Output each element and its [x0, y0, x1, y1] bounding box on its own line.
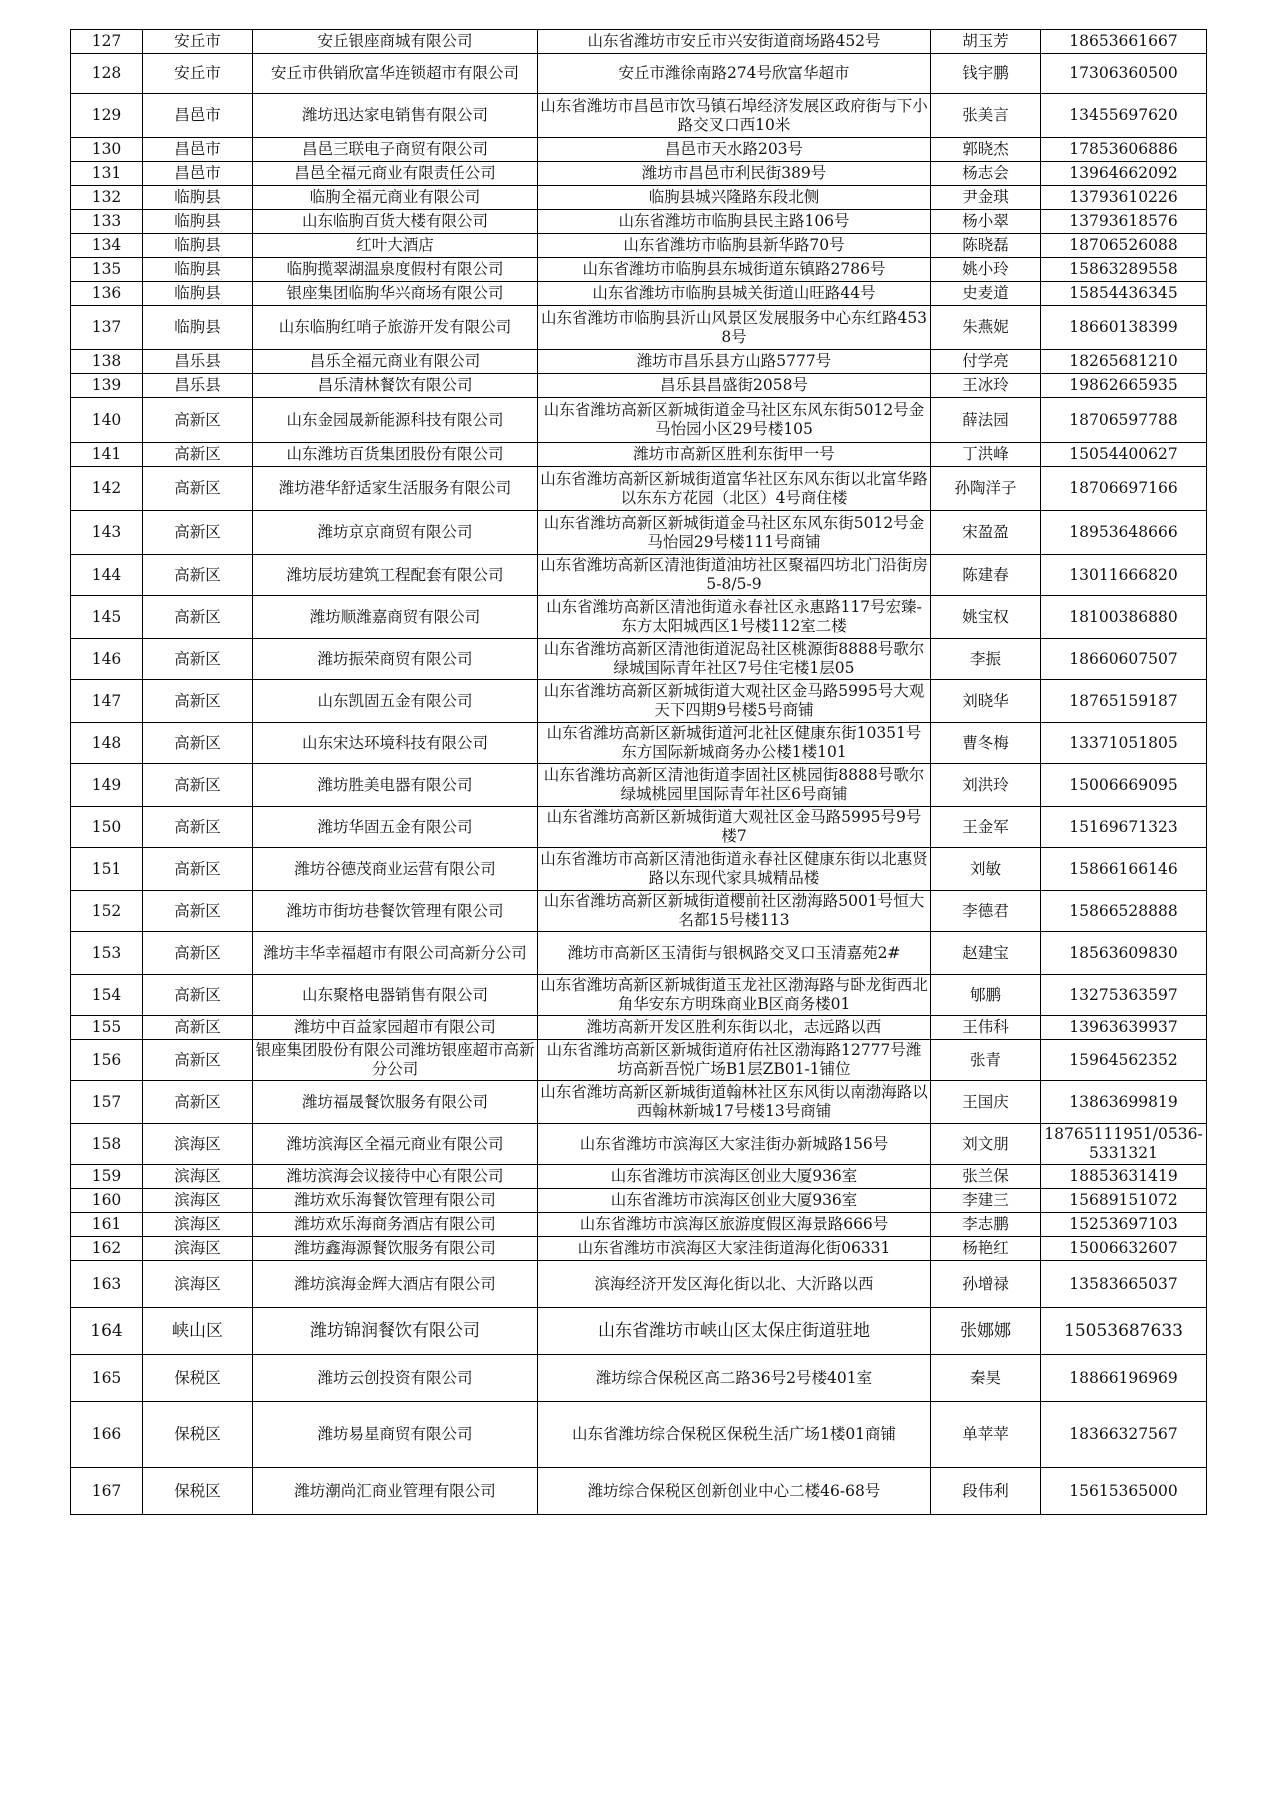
cell-address: 山东省潍坊高新区新城街道大观社区金马路5995号大观天下四期9号楼5号商铺 — [538, 680, 931, 723]
cell-no: 128 — [71, 54, 143, 94]
cell-area: 滨海区 — [143, 1237, 253, 1261]
cell-company: 山东宋达环境科技有限公司 — [253, 723, 538, 764]
cell-contact: 郭晓杰 — [931, 138, 1041, 162]
cell-contact: 李振 — [931, 639, 1041, 680]
cell-address: 山东省潍坊市峡山区太保庄街道驻地 — [538, 1308, 931, 1355]
cell-area: 高新区 — [143, 848, 253, 891]
cell-contact: 王冰玲 — [931, 374, 1041, 398]
cell-area: 峡山区 — [143, 1308, 253, 1355]
cell-phone: 18660607507 — [1041, 639, 1207, 680]
cell-no: 161 — [71, 1213, 143, 1237]
cell-contact: 刘晓华 — [931, 680, 1041, 723]
cell-phone: 13011666820 — [1041, 555, 1207, 596]
cell-company: 潍坊福晟餐饮服务有限公司 — [253, 1081, 538, 1124]
table-row — [71, 932, 1207, 975]
cell-address: 山东省潍坊高新区清池街道油坊社区聚福四坊北门沿街房5-8/5-9 — [538, 555, 931, 596]
cell-contact: 孙陶洋子 — [931, 467, 1041, 511]
cell-contact: 姚宝权 — [931, 596, 1041, 639]
cell-address: 潍坊综合保税区高二路36号2号楼401室 — [538, 1355, 931, 1402]
cell-phone: 15006632607 — [1041, 1237, 1207, 1261]
cell-contact: 张青 — [931, 1040, 1041, 1081]
cell-no: 131 — [71, 162, 143, 186]
cell-contact: 张娜娜 — [931, 1308, 1041, 1355]
cell-area: 昌乐县 — [143, 374, 253, 398]
cell-company: 潍坊顺潍嘉商贸有限公司 — [253, 596, 538, 639]
cell-company: 潍坊胜美电器有限公司 — [253, 764, 538, 807]
cell-phone: 17306360500 — [1041, 54, 1207, 94]
cell-no: 142 — [71, 467, 143, 511]
cell-company: 潍坊云创投资有限公司 — [253, 1355, 538, 1402]
table-row — [71, 680, 1207, 723]
cell-company: 潍坊滨海金辉大酒店有限公司 — [253, 1261, 538, 1308]
cell-area: 高新区 — [143, 555, 253, 596]
cell-address: 山东省潍坊市临朐县东城街道东镇路2786号 — [538, 258, 931, 282]
cell-area: 滨海区 — [143, 1189, 253, 1213]
table-row — [71, 848, 1207, 891]
cell-area: 保税区 — [143, 1468, 253, 1515]
cell-no: 137 — [71, 306, 143, 350]
cell-phone: 15854436345 — [1041, 282, 1207, 306]
cell-company: 潍坊锦润餐饮有限公司 — [253, 1308, 538, 1355]
cell-area: 高新区 — [143, 932, 253, 975]
cell-phone: 15169671323 — [1041, 807, 1207, 848]
cell-phone: 18100386880 — [1041, 596, 1207, 639]
cell-contact: 李德君 — [931, 891, 1041, 932]
cell-phone: 18706526088 — [1041, 234, 1207, 258]
cell-no: 150 — [71, 807, 143, 848]
table-row — [71, 186, 1207, 210]
cell-company: 安丘银座商城有限公司 — [253, 30, 538, 54]
cell-company: 山东凯固五金有限公司 — [253, 680, 538, 723]
cell-no: 154 — [71, 975, 143, 1016]
table-row — [71, 891, 1207, 932]
cell-area: 高新区 — [143, 1040, 253, 1081]
cell-address: 山东省潍坊市滨海区创业大厦936室 — [538, 1189, 931, 1213]
cell-company: 潍坊滨海区全福元商业有限公司 — [253, 1124, 538, 1165]
cell-address: 山东省潍坊高新区新城街道河北社区健康东街10351号东方国际新城商务办公楼1楼101 — [538, 723, 931, 764]
cell-phone: 18765111951/0536-5331321 — [1041, 1124, 1207, 1165]
cell-contact: 刘文朋 — [931, 1124, 1041, 1165]
cell-address: 潍坊综合保税区创新创业中心二楼46-68号 — [538, 1468, 931, 1515]
cell-contact: 薛法园 — [931, 398, 1041, 443]
cell-address: 潍坊市昌邑市利民街389号 — [538, 162, 931, 186]
cell-phone: 18953648666 — [1041, 511, 1207, 555]
cell-address: 山东省潍坊市临朐县沂山风景区发展服务中心东红路4538号 — [538, 306, 931, 350]
cell-contact: 尹金琪 — [931, 186, 1041, 210]
cell-phone: 15863289558 — [1041, 258, 1207, 282]
cell-area: 昌乐县 — [143, 350, 253, 374]
cell-phone: 13793610226 — [1041, 186, 1207, 210]
cell-contact: 王伟科 — [931, 1016, 1041, 1040]
cell-phone: 19862665935 — [1041, 374, 1207, 398]
cell-contact: 赵建宝 — [931, 932, 1041, 975]
cell-area: 安丘市 — [143, 30, 253, 54]
cell-no: 162 — [71, 1237, 143, 1261]
cell-company: 潍坊潮尚汇商业管理有限公司 — [253, 1468, 538, 1515]
cell-company: 临朐揽翠湖温泉度假村有限公司 — [253, 258, 538, 282]
cell-company: 昌邑三联电子商贸有限公司 — [253, 138, 538, 162]
cell-phone: 15964562352 — [1041, 1040, 1207, 1081]
cell-address: 潍坊市高新区胜利东街甲一号 — [538, 443, 931, 467]
cell-area: 临朐县 — [143, 306, 253, 350]
table-row — [71, 596, 1207, 639]
cell-company: 红叶大酒店 — [253, 234, 538, 258]
cell-no: 140 — [71, 398, 143, 443]
cell-company: 潍坊中百益家园超市有限公司 — [253, 1016, 538, 1040]
cell-company: 潍坊滨海会议接待中心有限公司 — [253, 1165, 538, 1189]
cell-company: 潍坊欢乐海商务酒店有限公司 — [253, 1213, 538, 1237]
cell-contact: 孙增禄 — [931, 1261, 1041, 1308]
cell-address: 山东省潍坊高新区新城街道大观社区金马路5995号9号楼7 — [538, 807, 931, 848]
table-row — [71, 1040, 1207, 1081]
cell-area: 昌邑市 — [143, 94, 253, 138]
cell-no: 139 — [71, 374, 143, 398]
cell-contact: 陈建春 — [931, 555, 1041, 596]
cell-no: 130 — [71, 138, 143, 162]
cell-no: 157 — [71, 1081, 143, 1124]
table-row — [71, 1261, 1207, 1308]
cell-area: 高新区 — [143, 1016, 253, 1040]
table-row — [71, 467, 1207, 511]
table-row — [71, 975, 1207, 1016]
cell-no: 147 — [71, 680, 143, 723]
cell-address: 山东省潍坊市临朐县城关街道山旺路44号 — [538, 282, 931, 306]
cell-company: 银座集团临朐华兴商场有限公司 — [253, 282, 538, 306]
cell-contact: 秦昊 — [931, 1355, 1041, 1402]
cell-contact: 付学亮 — [931, 350, 1041, 374]
cell-company: 潍坊华固五金有限公司 — [253, 807, 538, 848]
cell-address: 山东省潍坊高新区新城街道富华社区东风东街以北富华路以东东方花园（北区）4号商住楼 — [538, 467, 931, 511]
cell-contact: 陈晓磊 — [931, 234, 1041, 258]
table-row — [71, 374, 1207, 398]
cell-company: 昌乐全福元商业有限公司 — [253, 350, 538, 374]
cell-contact: 曹冬梅 — [931, 723, 1041, 764]
table-row — [71, 234, 1207, 258]
table-row — [71, 1016, 1207, 1040]
cell-no: 134 — [71, 234, 143, 258]
cell-address: 山东省潍坊高新区清池街道永春社区永惠路117号宏臻-东方太阳城西区1号楼112室二楼 — [538, 596, 931, 639]
cell-phone: 13455697620 — [1041, 94, 1207, 138]
cell-phone: 18563609830 — [1041, 932, 1207, 975]
cell-area: 保税区 — [143, 1355, 253, 1402]
cell-contact: 张美言 — [931, 94, 1041, 138]
cell-address: 山东省潍坊综合保税区保税生活广场1楼01商铺 — [538, 1402, 931, 1468]
cell-no: 153 — [71, 932, 143, 975]
table-row — [71, 138, 1207, 162]
cell-company: 潍坊欢乐海餐饮管理有限公司 — [253, 1189, 538, 1213]
cell-area: 滨海区 — [143, 1213, 253, 1237]
table-row — [71, 54, 1207, 94]
cell-contact: 杨小翠 — [931, 210, 1041, 234]
table-row — [71, 162, 1207, 186]
cell-area: 滨海区 — [143, 1124, 253, 1165]
cell-phone: 15006669095 — [1041, 764, 1207, 807]
table-row — [71, 723, 1207, 764]
cell-area: 高新区 — [143, 975, 253, 1016]
table-row — [71, 511, 1207, 555]
cell-contact: 胡玉芳 — [931, 30, 1041, 54]
cell-phone: 13371051805 — [1041, 723, 1207, 764]
cell-address: 山东省潍坊市滨海区旅游度假区海景路666号 — [538, 1213, 931, 1237]
table-row — [71, 210, 1207, 234]
cell-no: 141 — [71, 443, 143, 467]
cell-address: 潍坊市昌乐县方山路5777号 — [538, 350, 931, 374]
cell-no: 166 — [71, 1402, 143, 1468]
table-row — [71, 443, 1207, 467]
cell-contact: 王国庆 — [931, 1081, 1041, 1124]
cell-address: 山东省潍坊市滨海区创业大厦936室 — [538, 1165, 931, 1189]
cell-company: 银座集团股份有限公司潍坊银座超市高新分公司 — [253, 1040, 538, 1081]
cell-phone: 15689151072 — [1041, 1189, 1207, 1213]
cell-no: 149 — [71, 764, 143, 807]
cell-contact: 杨艳红 — [931, 1237, 1041, 1261]
table-row — [71, 1081, 1207, 1124]
cell-contact: 史麦道 — [931, 282, 1041, 306]
cell-no: 132 — [71, 186, 143, 210]
cell-area: 高新区 — [143, 639, 253, 680]
cell-company: 山东聚格电器销售有限公司 — [253, 975, 538, 1016]
cell-area: 高新区 — [143, 680, 253, 723]
cell-company: 山东临朐红哨子旅游开发有限公司 — [253, 306, 538, 350]
cell-no: 164 — [71, 1308, 143, 1355]
cell-company: 潍坊港华舒适家生活服务有限公司 — [253, 467, 538, 511]
cell-no: 165 — [71, 1355, 143, 1402]
table-row — [71, 1124, 1207, 1165]
cell-area: 高新区 — [143, 891, 253, 932]
cell-no: 129 — [71, 94, 143, 138]
cell-address: 山东省潍坊高新区新城街道府佑社区渤海路12777号潍坊高新吾悦广场B1层ZB01-1铺位 — [538, 1040, 931, 1081]
cell-contact: 李志鹏 — [931, 1213, 1041, 1237]
cell-company: 潍坊振荣商贸有限公司 — [253, 639, 538, 680]
cell-area: 临朐县 — [143, 282, 253, 306]
cell-area: 昌邑市 — [143, 138, 253, 162]
cell-phone: 18853631419 — [1041, 1165, 1207, 1189]
cell-phone: 13793618576 — [1041, 210, 1207, 234]
cell-area: 临朐县 — [143, 234, 253, 258]
cell-area: 高新区 — [143, 596, 253, 639]
cell-area: 安丘市 — [143, 54, 253, 94]
table-row — [71, 1402, 1207, 1468]
cell-phone: 13583665037 — [1041, 1261, 1207, 1308]
table-row — [71, 1165, 1207, 1189]
cell-area: 高新区 — [143, 764, 253, 807]
cell-contact: 刘敏 — [931, 848, 1041, 891]
cell-phone: 18706697166 — [1041, 467, 1207, 511]
cell-address: 山东省潍坊市滨海区大家洼街道海化街06331 — [538, 1237, 931, 1261]
cell-no: 152 — [71, 891, 143, 932]
table-row — [71, 94, 1207, 138]
cell-company: 潍坊京京商贸有限公司 — [253, 511, 538, 555]
cell-address: 山东省潍坊市滨海区大家洼街办新城路156号 — [538, 1124, 931, 1165]
cell-company: 潍坊鑫海源餐饮服务有限公司 — [253, 1237, 538, 1261]
cell-area: 临朐县 — [143, 258, 253, 282]
cell-contact: 段伟利 — [931, 1468, 1041, 1515]
table-row — [71, 398, 1207, 443]
cell-no: 158 — [71, 1124, 143, 1165]
cell-area: 高新区 — [143, 398, 253, 443]
cell-address: 山东省潍坊高新区清池街道泥岛社区桃源街8888号歌尔绿城国际青年社区7号住宅楼1层05 — [538, 639, 931, 680]
cell-phone: 18366327567 — [1041, 1402, 1207, 1468]
cell-company: 潍坊谷德茂商业运营有限公司 — [253, 848, 538, 891]
cell-no: 159 — [71, 1165, 143, 1189]
cell-phone: 15615365000 — [1041, 1468, 1207, 1515]
cell-company: 潍坊迅达家电销售有限公司 — [253, 94, 538, 138]
cell-no: 148 — [71, 723, 143, 764]
cell-contact: 单苹苹 — [931, 1402, 1041, 1468]
cell-no: 138 — [71, 350, 143, 374]
cell-no: 155 — [71, 1016, 143, 1040]
cell-company: 潍坊辰坊建筑工程配套有限公司 — [253, 555, 538, 596]
cell-area: 高新区 — [143, 467, 253, 511]
cell-address: 昌邑市天水路203号 — [538, 138, 931, 162]
cell-phone: 15054400627 — [1041, 443, 1207, 467]
cell-phone: 18653661667 — [1041, 30, 1207, 54]
cell-company: 昌乐清林餐饮有限公司 — [253, 374, 538, 398]
cell-address: 山东省潍坊高新区清池街道李固社区桃园街8888号歌尔绿城桃园里国际青年社区6号商铺 — [538, 764, 931, 807]
cell-address: 山东省潍坊高新区新城街道翰林社区东风街以南渤海路以西翰林新城17号楼13号商铺 — [538, 1081, 931, 1124]
table-row — [71, 1189, 1207, 1213]
cell-company: 山东临朐百货大楼有限公司 — [253, 210, 538, 234]
table-row — [71, 306, 1207, 350]
cell-company: 潍坊丰华幸福超市有限公司高新分公司 — [253, 932, 538, 975]
table-row — [71, 807, 1207, 848]
cell-phone: 18866196969 — [1041, 1355, 1207, 1402]
table-row — [71, 258, 1207, 282]
cell-contact: 李建三 — [931, 1189, 1041, 1213]
cell-area: 高新区 — [143, 723, 253, 764]
table-row — [71, 282, 1207, 306]
cell-contact: 朱燕妮 — [931, 306, 1041, 350]
cell-company: 临朐全福元商业有限公司 — [253, 186, 538, 210]
cell-no: 167 — [71, 1468, 143, 1515]
cell-phone: 18765159187 — [1041, 680, 1207, 723]
cell-address: 潍坊市高新区玉清街与银枫路交叉口玉清嘉苑2# — [538, 932, 931, 975]
cell-address: 山东省潍坊市临朐县新华路70号 — [538, 234, 931, 258]
cell-address: 山东省潍坊高新区新城街道金马社区东风东街5012号金马怡园小区29号楼105 — [538, 398, 931, 443]
cell-no: 143 — [71, 511, 143, 555]
table-row — [71, 1237, 1207, 1261]
table-row — [71, 764, 1207, 807]
cell-phone: 18706597788 — [1041, 398, 1207, 443]
cell-address: 山东省潍坊市昌邑市饮马镇石埠经济发展区政府街与下小路交叉口西10米 — [538, 94, 931, 138]
cell-area: 滨海区 — [143, 1165, 253, 1189]
cell-phone: 18265681210 — [1041, 350, 1207, 374]
cell-address: 潍坊高新开发区胜利东街以北，志远路以西 — [538, 1016, 931, 1040]
cell-address: 山东省潍坊市高新区清池街道永春社区健康东街以北惠贤路以东现代家具城精品楼 — [538, 848, 931, 891]
cell-address: 昌乐县昌盛街2058号 — [538, 374, 931, 398]
cell-contact: 杨志会 — [931, 162, 1041, 186]
cell-address: 山东省潍坊高新区新城街道樱前社区渤海路5001号恒大名都15号楼113 — [538, 891, 931, 932]
table-row — [71, 1213, 1207, 1237]
cell-phone: 13964662092 — [1041, 162, 1207, 186]
cell-area: 高新区 — [143, 443, 253, 467]
cell-company: 安丘市供销欣富华连锁超市有限公司 — [253, 54, 538, 94]
table-row — [71, 1355, 1207, 1402]
cell-no: 127 — [71, 30, 143, 54]
cell-phone: 18660138399 — [1041, 306, 1207, 350]
cell-address: 山东省潍坊高新区新城街道金马社区东风东街5012号金马怡园29号楼111号商铺 — [538, 511, 931, 555]
table-row — [71, 1308, 1207, 1355]
cell-no: 133 — [71, 210, 143, 234]
cell-no: 136 — [71, 282, 143, 306]
cell-contact: 钱宇鹏 — [931, 54, 1041, 94]
cell-phone: 15866166146 — [1041, 848, 1207, 891]
cell-company: 昌邑全福元商业有限责任公司 — [253, 162, 538, 186]
cell-address: 山东省潍坊高新区新城街道玉龙社区渤海路与卧龙街西北角华安东方明珠商业B区商务楼01 — [538, 975, 931, 1016]
cell-area: 高新区 — [143, 1081, 253, 1124]
cell-area: 滨海区 — [143, 1261, 253, 1308]
cell-no: 163 — [71, 1261, 143, 1308]
cell-address: 临朐县城兴隆路东段北侧 — [538, 186, 931, 210]
cell-no: 151 — [71, 848, 143, 891]
cell-contact: 刘洪玲 — [931, 764, 1041, 807]
cell-phone: 13863699819 — [1041, 1081, 1207, 1124]
cell-no: 156 — [71, 1040, 143, 1081]
cell-address: 山东省潍坊市安丘市兴安街道商场路452号 — [538, 30, 931, 54]
cell-no: 135 — [71, 258, 143, 282]
cell-company: 山东潍坊百货集团股份有限公司 — [253, 443, 538, 467]
cell-no: 144 — [71, 555, 143, 596]
merchant-table-body — [71, 30, 1207, 1515]
table-row — [71, 1468, 1207, 1515]
cell-area: 保税区 — [143, 1402, 253, 1468]
cell-contact: 姚小玲 — [931, 258, 1041, 282]
table-row — [71, 350, 1207, 374]
table-row — [71, 639, 1207, 680]
cell-company: 潍坊易星商贸有限公司 — [253, 1402, 538, 1468]
cell-no: 160 — [71, 1189, 143, 1213]
cell-contact: 丁洪峰 — [931, 443, 1041, 467]
cell-company: 山东金园晟新能源科技有限公司 — [253, 398, 538, 443]
cell-phone: 13275363597 — [1041, 975, 1207, 1016]
cell-contact: 张兰保 — [931, 1165, 1041, 1189]
cell-area: 临朐县 — [143, 186, 253, 210]
cell-area: 高新区 — [143, 511, 253, 555]
cell-no: 145 — [71, 596, 143, 639]
cell-area: 临朐县 — [143, 210, 253, 234]
cell-phone: 17853606886 — [1041, 138, 1207, 162]
cell-area: 高新区 — [143, 807, 253, 848]
cell-company: 潍坊市街坊巷餐饮管理有限公司 — [253, 891, 538, 932]
cell-contact: 王金军 — [931, 807, 1041, 848]
table-row — [71, 555, 1207, 596]
cell-contact: 郇鹏 — [931, 975, 1041, 1016]
cell-area: 昌邑市 — [143, 162, 253, 186]
cell-phone: 15866528888 — [1041, 891, 1207, 932]
cell-address: 滨海经济开发区海化街以北、大沂路以西 — [538, 1261, 931, 1308]
cell-address: 安丘市潍徐南路274号欣富华超市 — [538, 54, 931, 94]
cell-phone: 15053687633 — [1041, 1308, 1207, 1355]
cell-phone: 13963639937 — [1041, 1016, 1207, 1040]
cell-address: 山东省潍坊市临朐县民主路106号 — [538, 210, 931, 234]
cell-contact: 宋盈盈 — [931, 511, 1041, 555]
cell-phone: 15253697103 — [1041, 1213, 1207, 1237]
table-row — [71, 30, 1207, 54]
merchant-table — [70, 29, 1207, 1515]
cell-no: 146 — [71, 639, 143, 680]
